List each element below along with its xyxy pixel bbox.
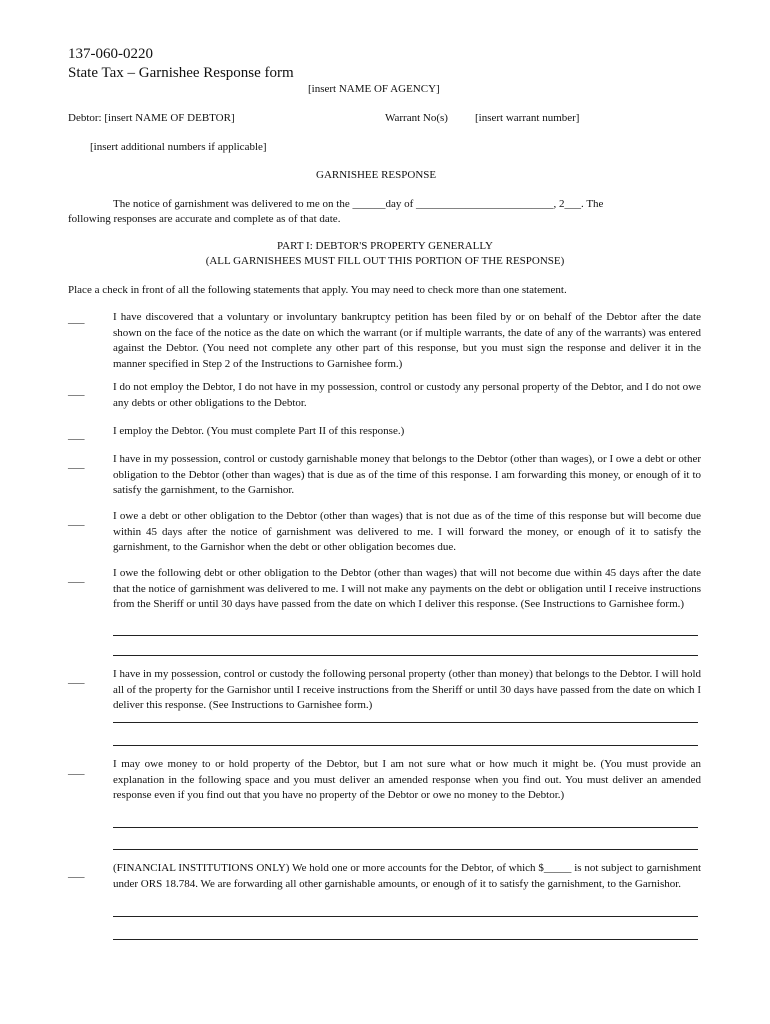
answer-line[interactable] bbox=[113, 635, 698, 636]
answer-line[interactable] bbox=[113, 939, 698, 940]
statement-debt-not-due: I owe the following debt or other obligation to the Debtor (other than wages) that will not become due within 45 days after the date that the notice of garnishment was delivered to me. I will not make any payments on the debt or obligation until I receive instructions from the Sheriff or until 30 days have passed from the date on which I deliver this response. (See Instructions to Garnishee form.) bbox=[113, 567, 701, 610]
debtor-label: Debtor: [insert NAME OF DEBTOR] bbox=[68, 112, 235, 124]
statement-no-property: I do not employ the Debtor, I do not have in my possession, control or custody any personal property of the Debtor, and I do not owe any debts or other obligations to the Debtor. bbox=[113, 381, 701, 409]
statement-personal-property: I have in my possession, control or custody the following personal property (other than money) that belongs to the Debtor. I will hold all of the property for the Garnishor until I receive instructions from the Sheriff or until 30 days have passed from the date on which I deliver this response. (See Instructions to Garnishee form.) bbox=[113, 668, 701, 711]
check-blank[interactable]: ___ bbox=[68, 515, 85, 527]
form-number: 137-060-0220 bbox=[68, 46, 153, 62]
form-title: State Tax – Garnishee Response form bbox=[68, 65, 294, 81]
answer-line[interactable] bbox=[113, 849, 698, 850]
answer-line[interactable] bbox=[113, 745, 698, 746]
statement-employ-debtor: I employ the Debtor. (You must complete Part II of this response.) bbox=[113, 425, 405, 437]
answer-line[interactable] bbox=[113, 916, 698, 917]
check-blank[interactable]: ___ bbox=[68, 673, 85, 685]
check-blank[interactable]: ___ bbox=[68, 458, 85, 470]
agency-name: [insert NAME OF AGENCY] bbox=[308, 83, 440, 95]
section-title: GARNISHEE RESPONSE bbox=[316, 169, 437, 181]
part1-title: PART I: DEBTOR'S PROPERTY GENERALLY bbox=[277, 240, 493, 252]
statement-not-sure: I may owe money to or hold property of the Debtor, but I am not sure what or how much it might be. (You must provide an explanation in the following space and you must deliver an amended response when you find out. You must deliver an amended response even if you find out that you have no property of the Debtor or owe no money to the Debtor.) bbox=[113, 758, 701, 801]
answer-line[interactable] bbox=[113, 722, 698, 723]
answer-line[interactable] bbox=[113, 655, 698, 656]
additional-numbers: [insert additional numbers if applicable] bbox=[90, 141, 267, 153]
check-blank[interactable]: ___ bbox=[68, 867, 85, 879]
statement-debt-due-45-days: I owe a debt or other obligation to the Debtor (other than wages) that is not due as of the time of this response but will become due within 45 days after the notice of garnishment was delivered to me. I will forward the money, or enough of it to satisfy the garnishment, to the Garnishor when the debt or other obligation becomes due. bbox=[113, 510, 701, 553]
check-blank[interactable]: ___ bbox=[68, 385, 85, 397]
check-blank[interactable]: ___ bbox=[68, 572, 85, 584]
statement-bankruptcy: I have discovered that a voluntary or involuntary bankruptcy petition has been filed by or on behalf of the Debtor after the date shown on the face of the notice as the date on which the warrant (or if multiple warrants, the date of any of the warrants) was entered against the Debtor. (You need not complete any other part of this response, but you must sign the response and deliver it in the manner specified in Step 2 of the Instructions to Garnishee form.) bbox=[113, 311, 701, 370]
check-blank[interactable]: ___ bbox=[68, 764, 85, 776]
statement-financial-institutions: (FINANCIAL INSTITUTIONS ONLY) We hold one or more accounts for the Debtor, of which $_____ is not subject to garnishment under ORS 18.784. We are forwarding all other garnishable amounts, or enough of it to satisfy the garnishment, to the Garnishor. bbox=[113, 862, 701, 890]
answer-line[interactable] bbox=[113, 827, 698, 828]
notice-line-2: following responses are accurate and complete as of that date. bbox=[68, 213, 341, 225]
notice-line-1: The notice of garnishment was delivered to me on the ______day of _________________________, 2___. The bbox=[113, 198, 604, 210]
warrant-number: [insert warrant number] bbox=[475, 112, 580, 124]
check-blank[interactable]: ___ bbox=[68, 313, 85, 325]
statement-forwarding-money: I have in my possession, control or custody garnishable money that belongs to the Debtor (other than wages), or I owe a debt or other obligation to the Debtor (other than wages) that is due as of the time of this response. I am forwarding this money, or enough of it to satisfy the garnishment, to the Garnishor. bbox=[113, 453, 701, 496]
part1-subtitle: (ALL GARNISHEES MUST FILL OUT THIS PORTION OF THE RESPONSE) bbox=[205, 255, 565, 267]
part1-instruction: Place a check in front of all the following statements that apply. You may need to check more than one statement. bbox=[68, 284, 567, 296]
warrant-label: Warrant No(s) bbox=[385, 112, 448, 124]
check-blank[interactable]: ___ bbox=[68, 429, 85, 441]
